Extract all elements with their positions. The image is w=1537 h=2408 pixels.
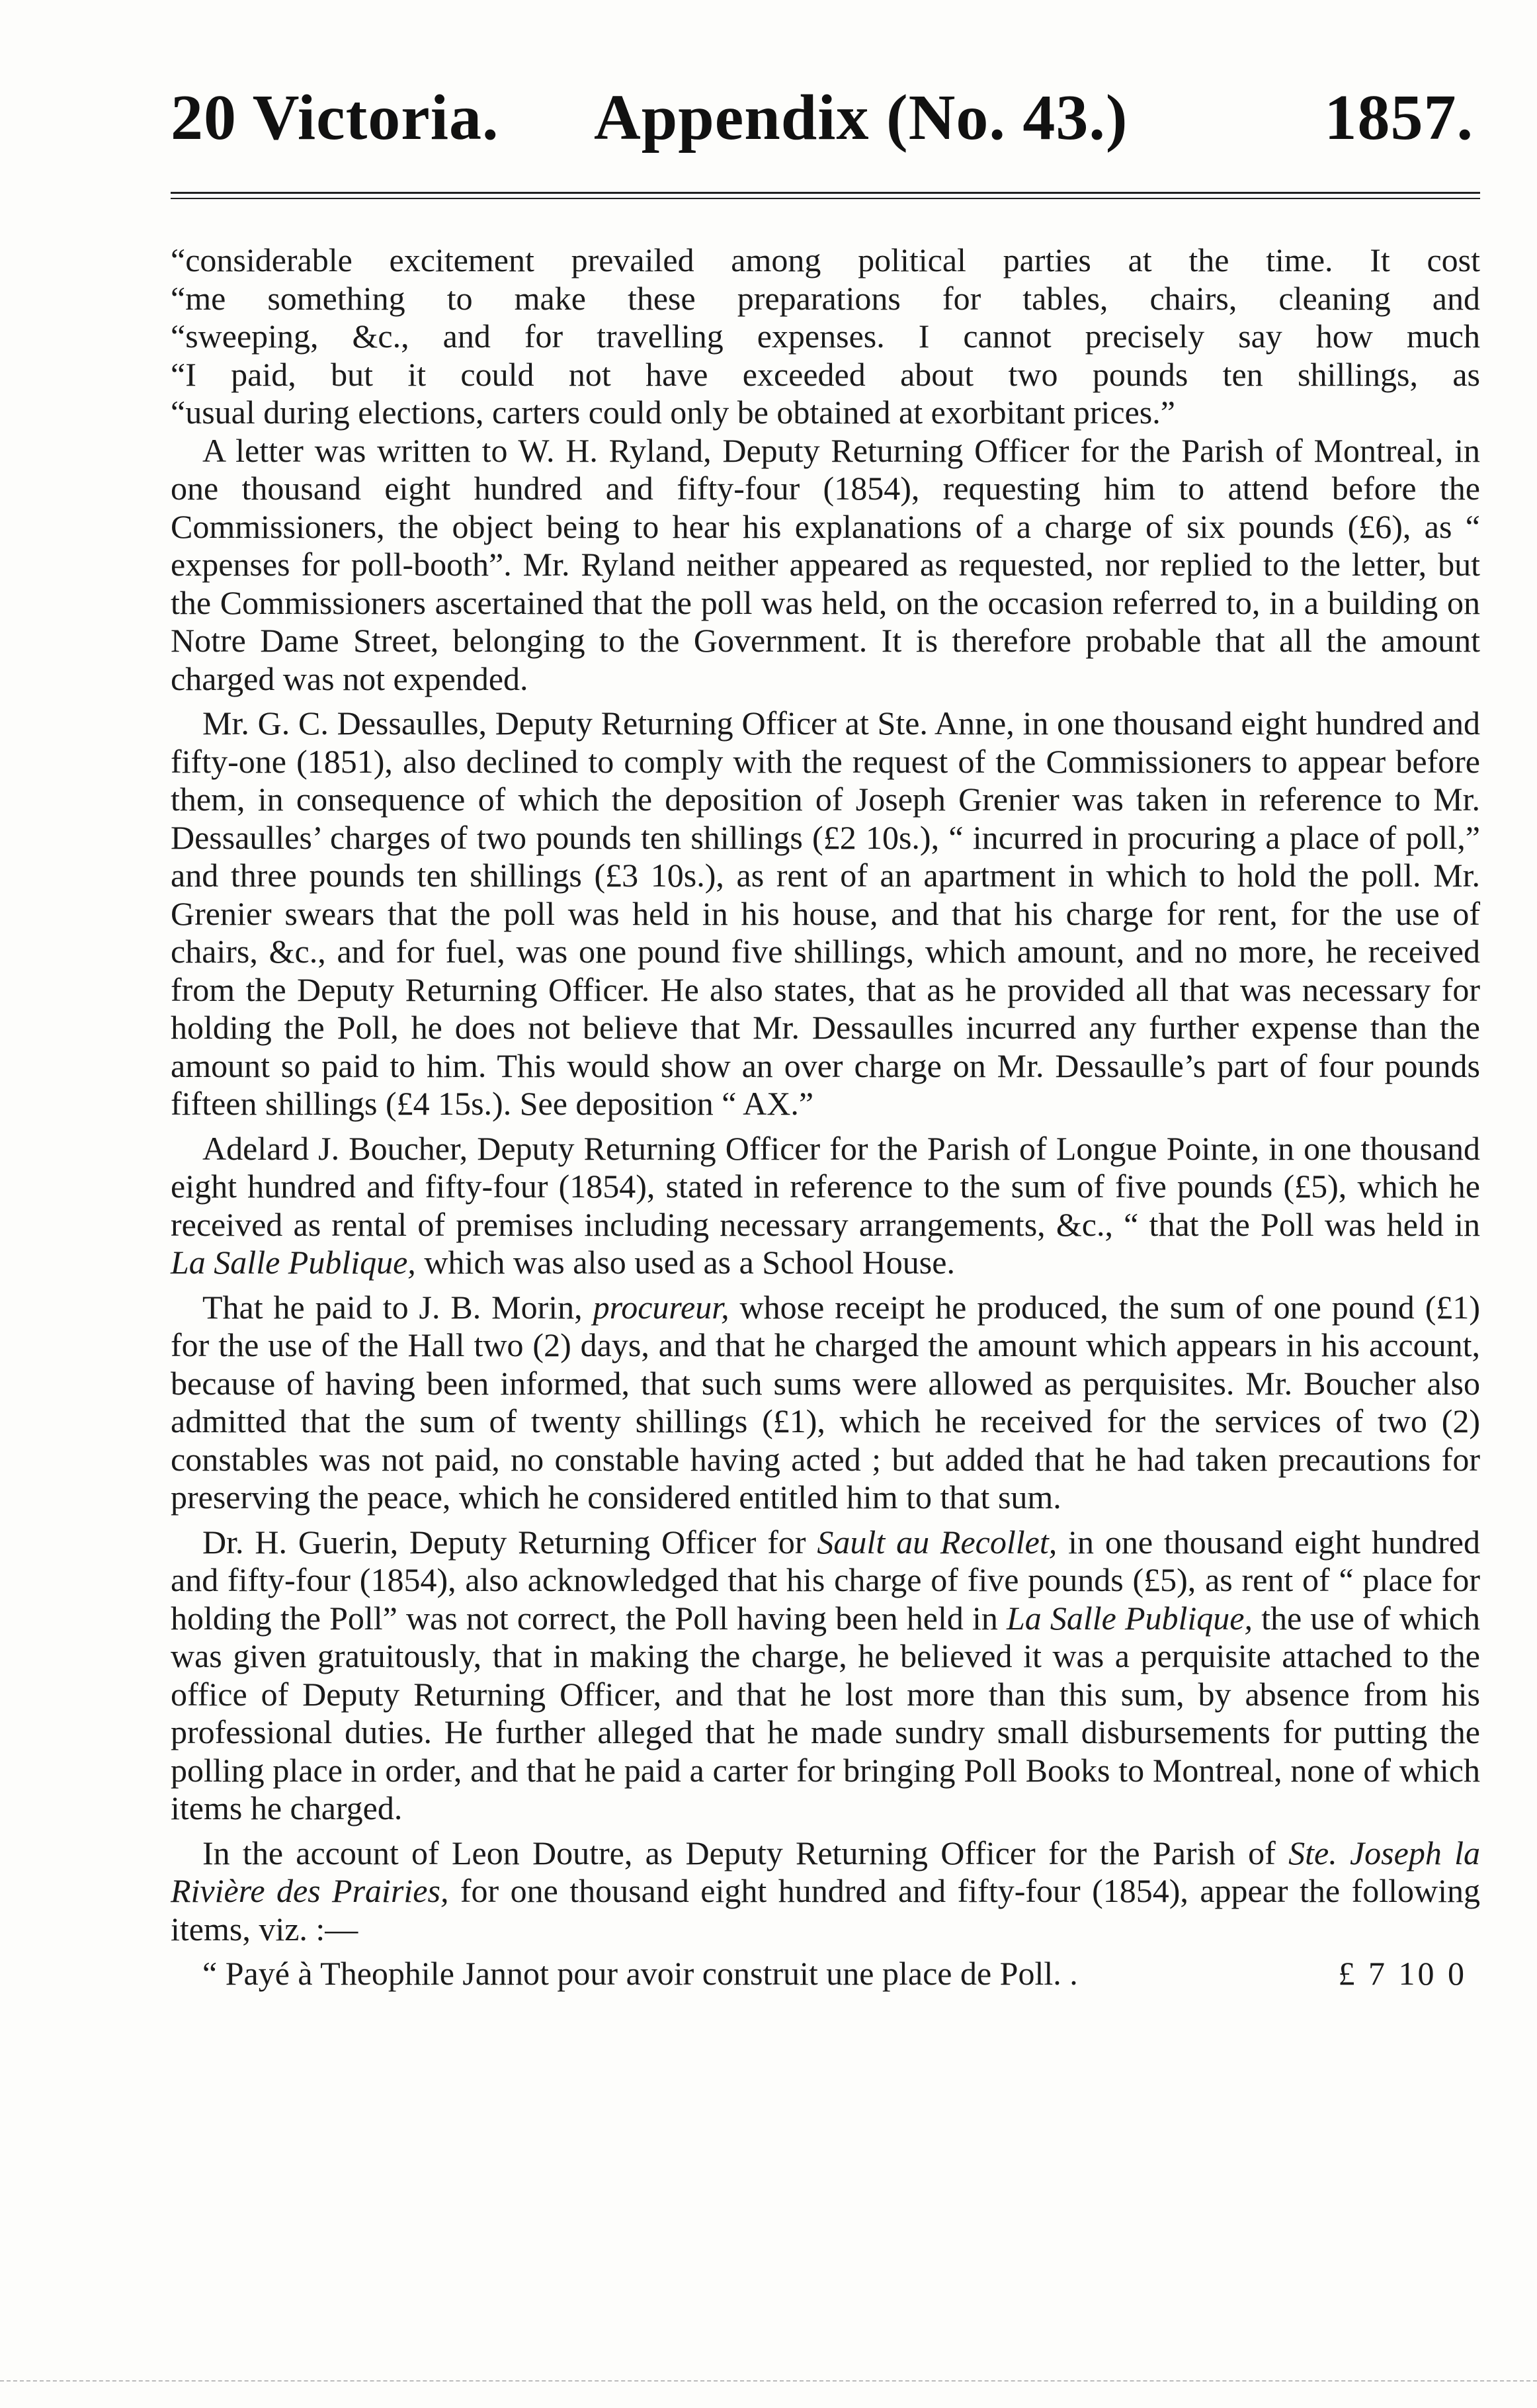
- account-item-amount: £ 7 10 0: [1338, 1955, 1467, 1992]
- page-edge-dashes: [0, 2380, 1537, 2383]
- quote-line: “me something to make these preparations for tables, chairs, cleaning and: [171, 279, 1480, 317]
- rule-thin: [171, 198, 1480, 199]
- italic-run: La Salle Publique,: [1006, 1599, 1253, 1637]
- account-item: [171, 1955, 1480, 1993]
- text-run: which was also used as a School House.: [415, 1244, 955, 1281]
- rule-thick: [171, 192, 1480, 194]
- quoted-testimony: [171, 241, 1480, 432]
- body-text: [171, 241, 1480, 1993]
- header-appendix: Appendix (No. 43.): [594, 82, 1128, 153]
- quote-line: “usual during elections, carters could only be obtained at exorbitant prices.”: [171, 394, 1175, 431]
- italic-run: procureur,: [593, 1288, 729, 1326]
- account-item-label: “ Payé à Theophile Jannot pour avoir construit une place de Poll. .: [202, 1955, 1078, 1992]
- text-run: That he paid to J. B. Morin,: [202, 1288, 593, 1326]
- italic-run: Ste. Joseph la Rivière des Prairies,: [171, 1834, 1480, 1909]
- text-run: Adelard J. Boucher, Deputy Returning Officer for the Parish of Longue Pointe, in one thousand eight hundred and fifty-four (1854), stated in reference to the sum of five pounds (£5), which he received as rental of premises including necessary arrangements, &c., “ that the Poll was held in: [171, 1129, 1480, 1243]
- quote-line: “sweeping, &c., and for travelling expenses. I cannot precisely say how much: [171, 318, 1480, 355]
- quote-line: “considerable excitement prevailed among political parties at the time. It cost: [171, 241, 1480, 279]
- paragraph-doutre: [171, 1834, 1480, 1949]
- paragraph-dessaulles: Mr. G. C. Dessaulles, Deputy Returning Officer at Ste. Anne, in one thousand eight hundred and fifty-one (1851), also declined to comply with the request of the Commissioners to appear before them, in consequence of which the deposition of Joseph Grenier was taken in reference to Mr. Dessaulles’ charges of two pounds ten shillings (£2 10s.), “ incurred in procuring a place of poll,” and three pounds ten shillings (£3 10s.), as rent of an apartment in which to hold the poll. Mr. Grenier swears that the poll was held in his house, and that his charge for rent, for the use of chairs, &c., and for fuel, was one pound five shillings, which amount, and no more, he received from the Deputy Returning Officer. He also states, that as he provided all that was necessary for holding the Poll, he does not believe that Mr. Dessaulles incurred any further expense than the amount so paid to him. This would show an over charge on Mr. Dessaulle’s part of four pounds fifteen shillings (£4 15s.). See deposition “ AX.”: [171, 705, 1480, 1122]
- quote-line: “I paid, but it could not have exceeded about two pounds ten shillings, as: [171, 355, 1480, 393]
- text-run: whose receipt he produced, the sum of one pound (£1) for the use of the Hall two (2) days, and that he charged the amount which appears in his account, because of having been informed, that such sums were allowed as perquisites. Mr. Boucher also admitted that the sum of twenty shillings (£1), which he received for the services of two (2) constables was not paid, no constable having acted ; but added that he had taken precautions for preserving the peace, which he considered entitled him to that sum.: [171, 1288, 1480, 1516]
- text-run: in one thousand eight hundred and fifty-four (1854), also acknowledged that his charge of five pounds (£5), as rent of “ place for holding the Poll” was not correct, the Poll having been held in: [171, 1523, 1481, 1637]
- running-header: [171, 78, 1480, 157]
- header-session: 20 Victoria.: [171, 82, 499, 153]
- paragraph-boucher: [171, 1130, 1480, 1282]
- paragraph-guerin: [171, 1524, 1480, 1828]
- text-run: for one thousand eight hundred and fifty-four (1854), appear the following items, viz. :—: [171, 1872, 1480, 1948]
- header-rule: [171, 192, 1480, 203]
- italic-run: Sault au Recollet,: [817, 1523, 1058, 1561]
- text-run: the use of which was given gratuitously, that in making the charge, he believed it was a perquisite attached to the office of Deputy Returning Officer, and that he lost more than this sum, by absence from his professional duties. He further alleged that he made sundry small disbursements for putting the polling place in order, and that he paid a carter for bringing Poll Books to Montreal, none of which items he charged.: [171, 1599, 1480, 1827]
- italic-run: La Salle Publique,: [171, 1244, 416, 1281]
- text-run: Dr. H. Guerin, Deputy Returning Officer for: [202, 1523, 817, 1561]
- paragraph-morin: [171, 1289, 1480, 1517]
- text-run: In the account of Leon Doutre, as Deputy Returning Officer for the Parish of: [202, 1834, 1289, 1871]
- header-year: 1857.: [1324, 82, 1474, 153]
- paragraph-ryland: A letter was written to W. H. Ryland, Deputy Returning Officer for the Parish of Montreal, in one thousand eight hundred and fifty-four (1854), requesting him to attend before the Commissioners, the object being to hear his explanations of a charge of six pounds (£6), as “ expenses for poll-booth”. Mr. Ryland neither appeared as requested, nor replied to the letter, but the Commissioners ascertained that the poll was held, on the occasion referred to, in a building on Notre Dame Street, belonging to the Government. It is therefore probable that all the amount charged was not expended.: [171, 431, 1480, 697]
